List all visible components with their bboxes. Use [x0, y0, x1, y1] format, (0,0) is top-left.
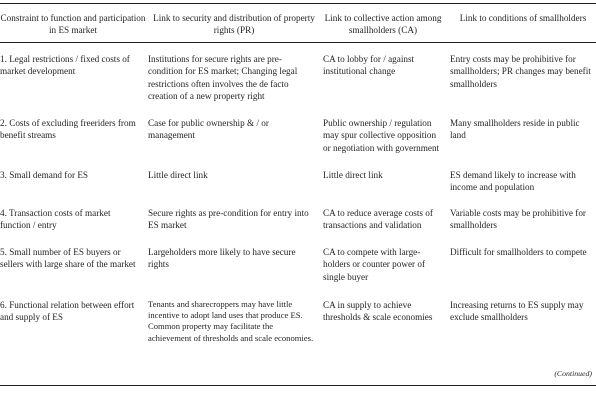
row-constraint: 5. Small number of ES buyers or sellers with large share of the market [0, 247, 136, 270]
row-constraint: 6. Functional relation between effort and supply of ES [0, 300, 135, 323]
row-conditions: Increasing returns to ES supply may exclude smallholders [450, 300, 584, 323]
row-collective-action: CA to lobby for / against institutional change [323, 54, 415, 77]
row-property-rights: Tenants and sharecroppers may have little incentive to adopt land uses that produce ES. Common property may facilitate the achievement of thresholds and scale economies. [148, 299, 314, 343]
continued-note: (Continued) [554, 369, 592, 378]
row-collective-action: Public ownership / regulation may spur collective opposition or negotiation with government [323, 118, 440, 153]
row-collective-action: CA in supply to achieve thresholds & scale economies [323, 300, 433, 323]
table-top-rule [0, 3, 596, 4]
row-property-rights: Case for public ownership & / or management [148, 118, 269, 141]
row-conditions: Variable costs may be prohibitive for smallholders [450, 208, 586, 231]
row-collective-action: CA to compete with large-holders or counter power of single buyer [323, 247, 426, 282]
row-property-rights: Largeholders more likely to have secure rights [148, 247, 296, 270]
row-constraint: 4. Transaction costs of market function / entry [0, 208, 111, 231]
row-property-rights: Secure rights as pre-condition for entry into ES market [148, 208, 309, 231]
row-conditions: Many smallholders reside in public land [450, 118, 580, 141]
row-conditions: Difficult for smallholders to compete [450, 247, 587, 257]
header-property-rights: Link to security and distribution of property rights (PR) [153, 13, 315, 36]
row-collective-action: CA to reduce average costs of transactions and validation [323, 208, 433, 231]
header-smallholder-conditions: Link to conditions of smallholders [459, 13, 587, 23]
row-constraint: 1. Legal restrictions / fixed costs of market development [0, 54, 130, 77]
row-constraint: 2. Costs of excluding freeriders from benefit streams [0, 118, 136, 141]
row-property-rights: Little direct link [148, 170, 208, 180]
row-conditions: Entry costs may be prohibitive for smallholders; PR changes may benefit smallholders [450, 54, 591, 89]
table-bottom-rule [0, 385, 596, 386]
row-collective-action: Little direct link [323, 170, 383, 180]
row-property-rights: Institutions for secure rights are pre-condition for ES market; Changing legal restrictions often involves the de facto creation of a new property right [148, 54, 298, 102]
header-constraint: Constraint to function and participation in ES market [0, 13, 146, 36]
row-constraint: 3. Small demand for ES [0, 170, 89, 180]
row-conditions: ES demand likely to increase with income and population [450, 170, 576, 193]
table-header-rule [0, 42, 596, 43]
header-collective-action: Link to collective action among smallholders (CA) [324, 13, 442, 36]
